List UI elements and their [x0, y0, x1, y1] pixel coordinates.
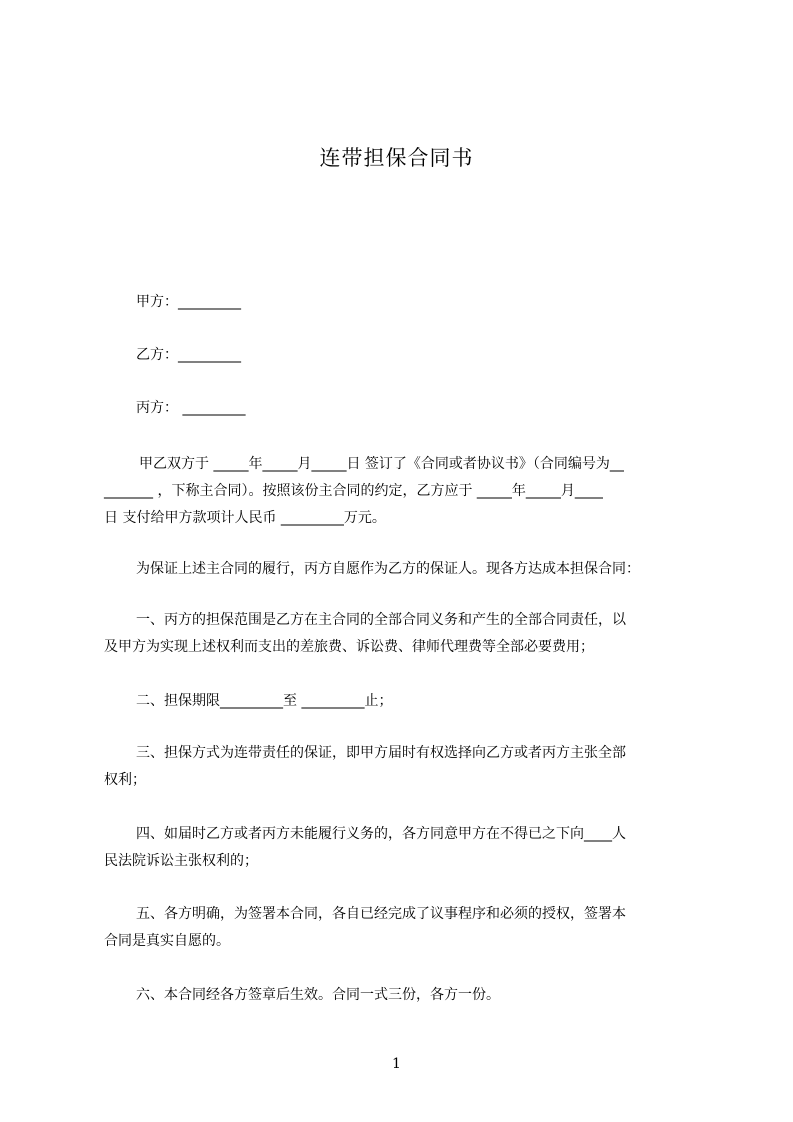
clause-1-line-1: 一、丙方的担保范围是乙方在主合同的全部合同义务和产生的全部合同责任，以 [136, 612, 626, 628]
clause-2-line-1: 二、担保期限_________至 _________止； [136, 693, 393, 709]
clause-3-line-1: 三、担保方式为连带责任的保证，即甲方届时有权选择向乙方或者丙方主张全部 [136, 745, 626, 761]
clause-1-line-2: 及甲方为实现上述权利而支出的差旅费、诉讼费、律师代理费等全部必要费用； [104, 639, 594, 655]
preamble-line-1: 甲乙双方于 _____年_____月_____日 签订了《合同或者协议书》（合同编号为__ [139, 456, 624, 472]
clause-5-line-2: 合同是真实自愿的。 [104, 933, 230, 949]
clause-5-line-1: 五、各方明确，为签署本合同，各自已经完成了议事程序和必须的授权，签署本 [136, 906, 626, 922]
document-title: 连带担保合同书 [319, 146, 474, 170]
clause-6-line-1: 六、本合同经各方签章后生效。合同一式三份，各方一份。 [136, 987, 500, 1003]
intro-paragraph: 为保证上述主合同的履行，丙方自愿作为乙方的保证人。现各方达成本担保合同： [136, 561, 640, 577]
preamble-line-3: 日 支付给甲方款项计人民币 _________万元。 [104, 510, 386, 526]
party-c-line: 丙方： _________ [136, 400, 246, 416]
party-a-line: 甲方：_________ [136, 294, 241, 310]
page-number: 1 [392, 1056, 401, 1072]
clause-3-line-2: 权利； [104, 772, 146, 788]
party-b-line: 乙方：_________ [136, 347, 241, 363]
clause-4-line-2: 民法院诉讼主张权利的； [104, 853, 258, 869]
preamble-line-2: _______ ，下称主合同）。按照该份主合同的约定，乙方应于 _____年_____月____ [104, 483, 603, 499]
clause-4-line-1: 四、如届时乙方或者丙方未能履行义务的，各方同意甲方在不得已之下向____人 [136, 826, 626, 842]
